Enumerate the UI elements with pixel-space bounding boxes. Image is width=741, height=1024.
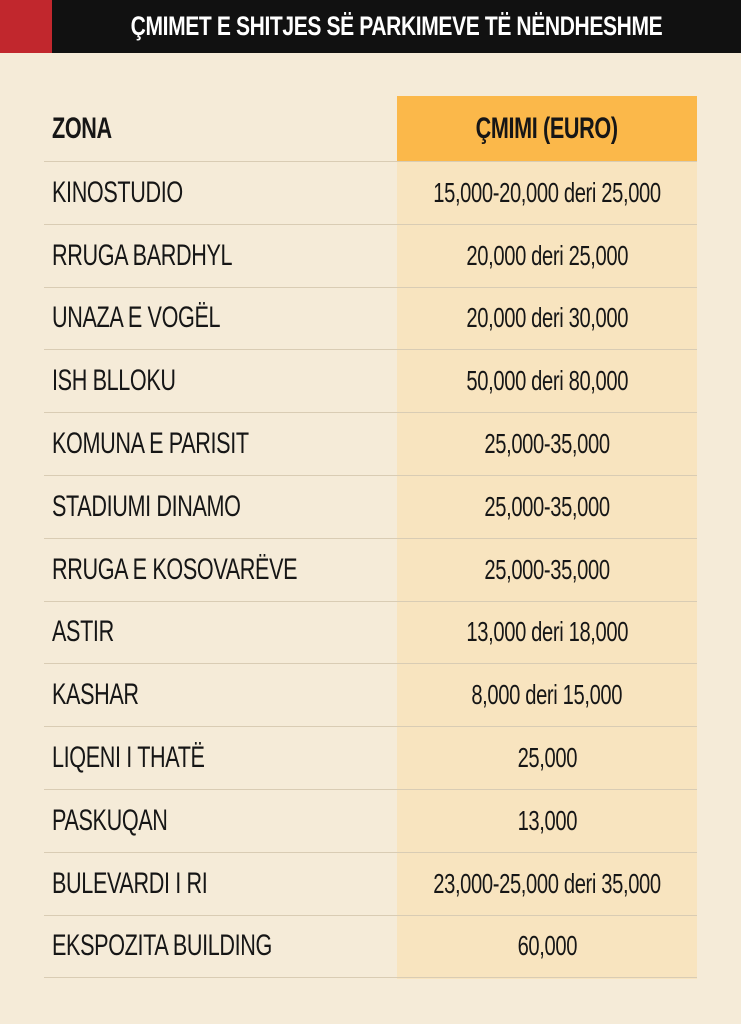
price-cell: 25,000-35,000 [484,490,610,522]
zone-cell: STADIUMI DINAMO [52,489,241,523]
zone-cell: UNAZA E VOGËL [52,301,221,335]
price-cell: 15,000-20,000 deri 25,000 [433,176,661,208]
page-title: ÇMIMET E SHITJES SË PARKIMEVE TË NËNDHESHME [130,11,663,41]
price-cell: 60,000 [517,930,577,962]
zone-cell: ASTIR [52,615,114,649]
price-cell: 25,000-35,000 [484,553,610,585]
price-cell: 8,000 deri 15,000 [471,679,623,711]
header-accent [0,0,52,53]
zone-cell: KINOSTUDIO [52,175,183,209]
column-header-price: ÇMIMI (EURO) [475,111,619,145]
zone-cell: RRUGA BARDHYL [52,238,233,272]
zone-cell: BULEVARDI I RI [52,866,208,900]
table-row [44,225,697,288]
zone-cell: EKSPOZITA BUILDING [52,929,272,963]
table-row [44,413,697,476]
price-cell: 20,000 deri 25,000 [466,239,628,271]
table-row [44,790,697,853]
zone-cell: ISH BLLOKU [52,364,176,398]
table-header-row [44,96,697,162]
price-cell: 25,000 [517,742,577,774]
table-row [44,162,697,225]
zone-cell: KASHAR [52,678,139,712]
table-row [44,476,697,539]
table-row [44,853,697,916]
table-row [44,727,697,790]
table-row [44,539,697,602]
table-row [44,602,697,665]
price-cell: 50,000 deri 80,000 [466,365,628,397]
zone-cell: RRUGA E KOSOVARËVE [52,552,298,586]
table-row [44,350,697,413]
price-cell: 20,000 deri 30,000 [466,302,628,334]
zone-cell: LIQENI I THATË [52,741,205,775]
price-table [44,96,697,978]
column-header-zone: ZONA [52,111,112,145]
zone-cell: KOMUNA E PARISIT [52,427,249,461]
price-cell: 25,000-35,000 [484,428,610,460]
table-row [44,288,697,351]
table-row [44,916,697,979]
price-cell: 23,000-25,000 deri 35,000 [433,867,661,899]
zone-cell: PASKUQAN [52,803,168,837]
price-cell: 13,000 deri 18,000 [466,616,628,648]
table-row [44,664,697,727]
price-cell: 13,000 [517,804,577,836]
